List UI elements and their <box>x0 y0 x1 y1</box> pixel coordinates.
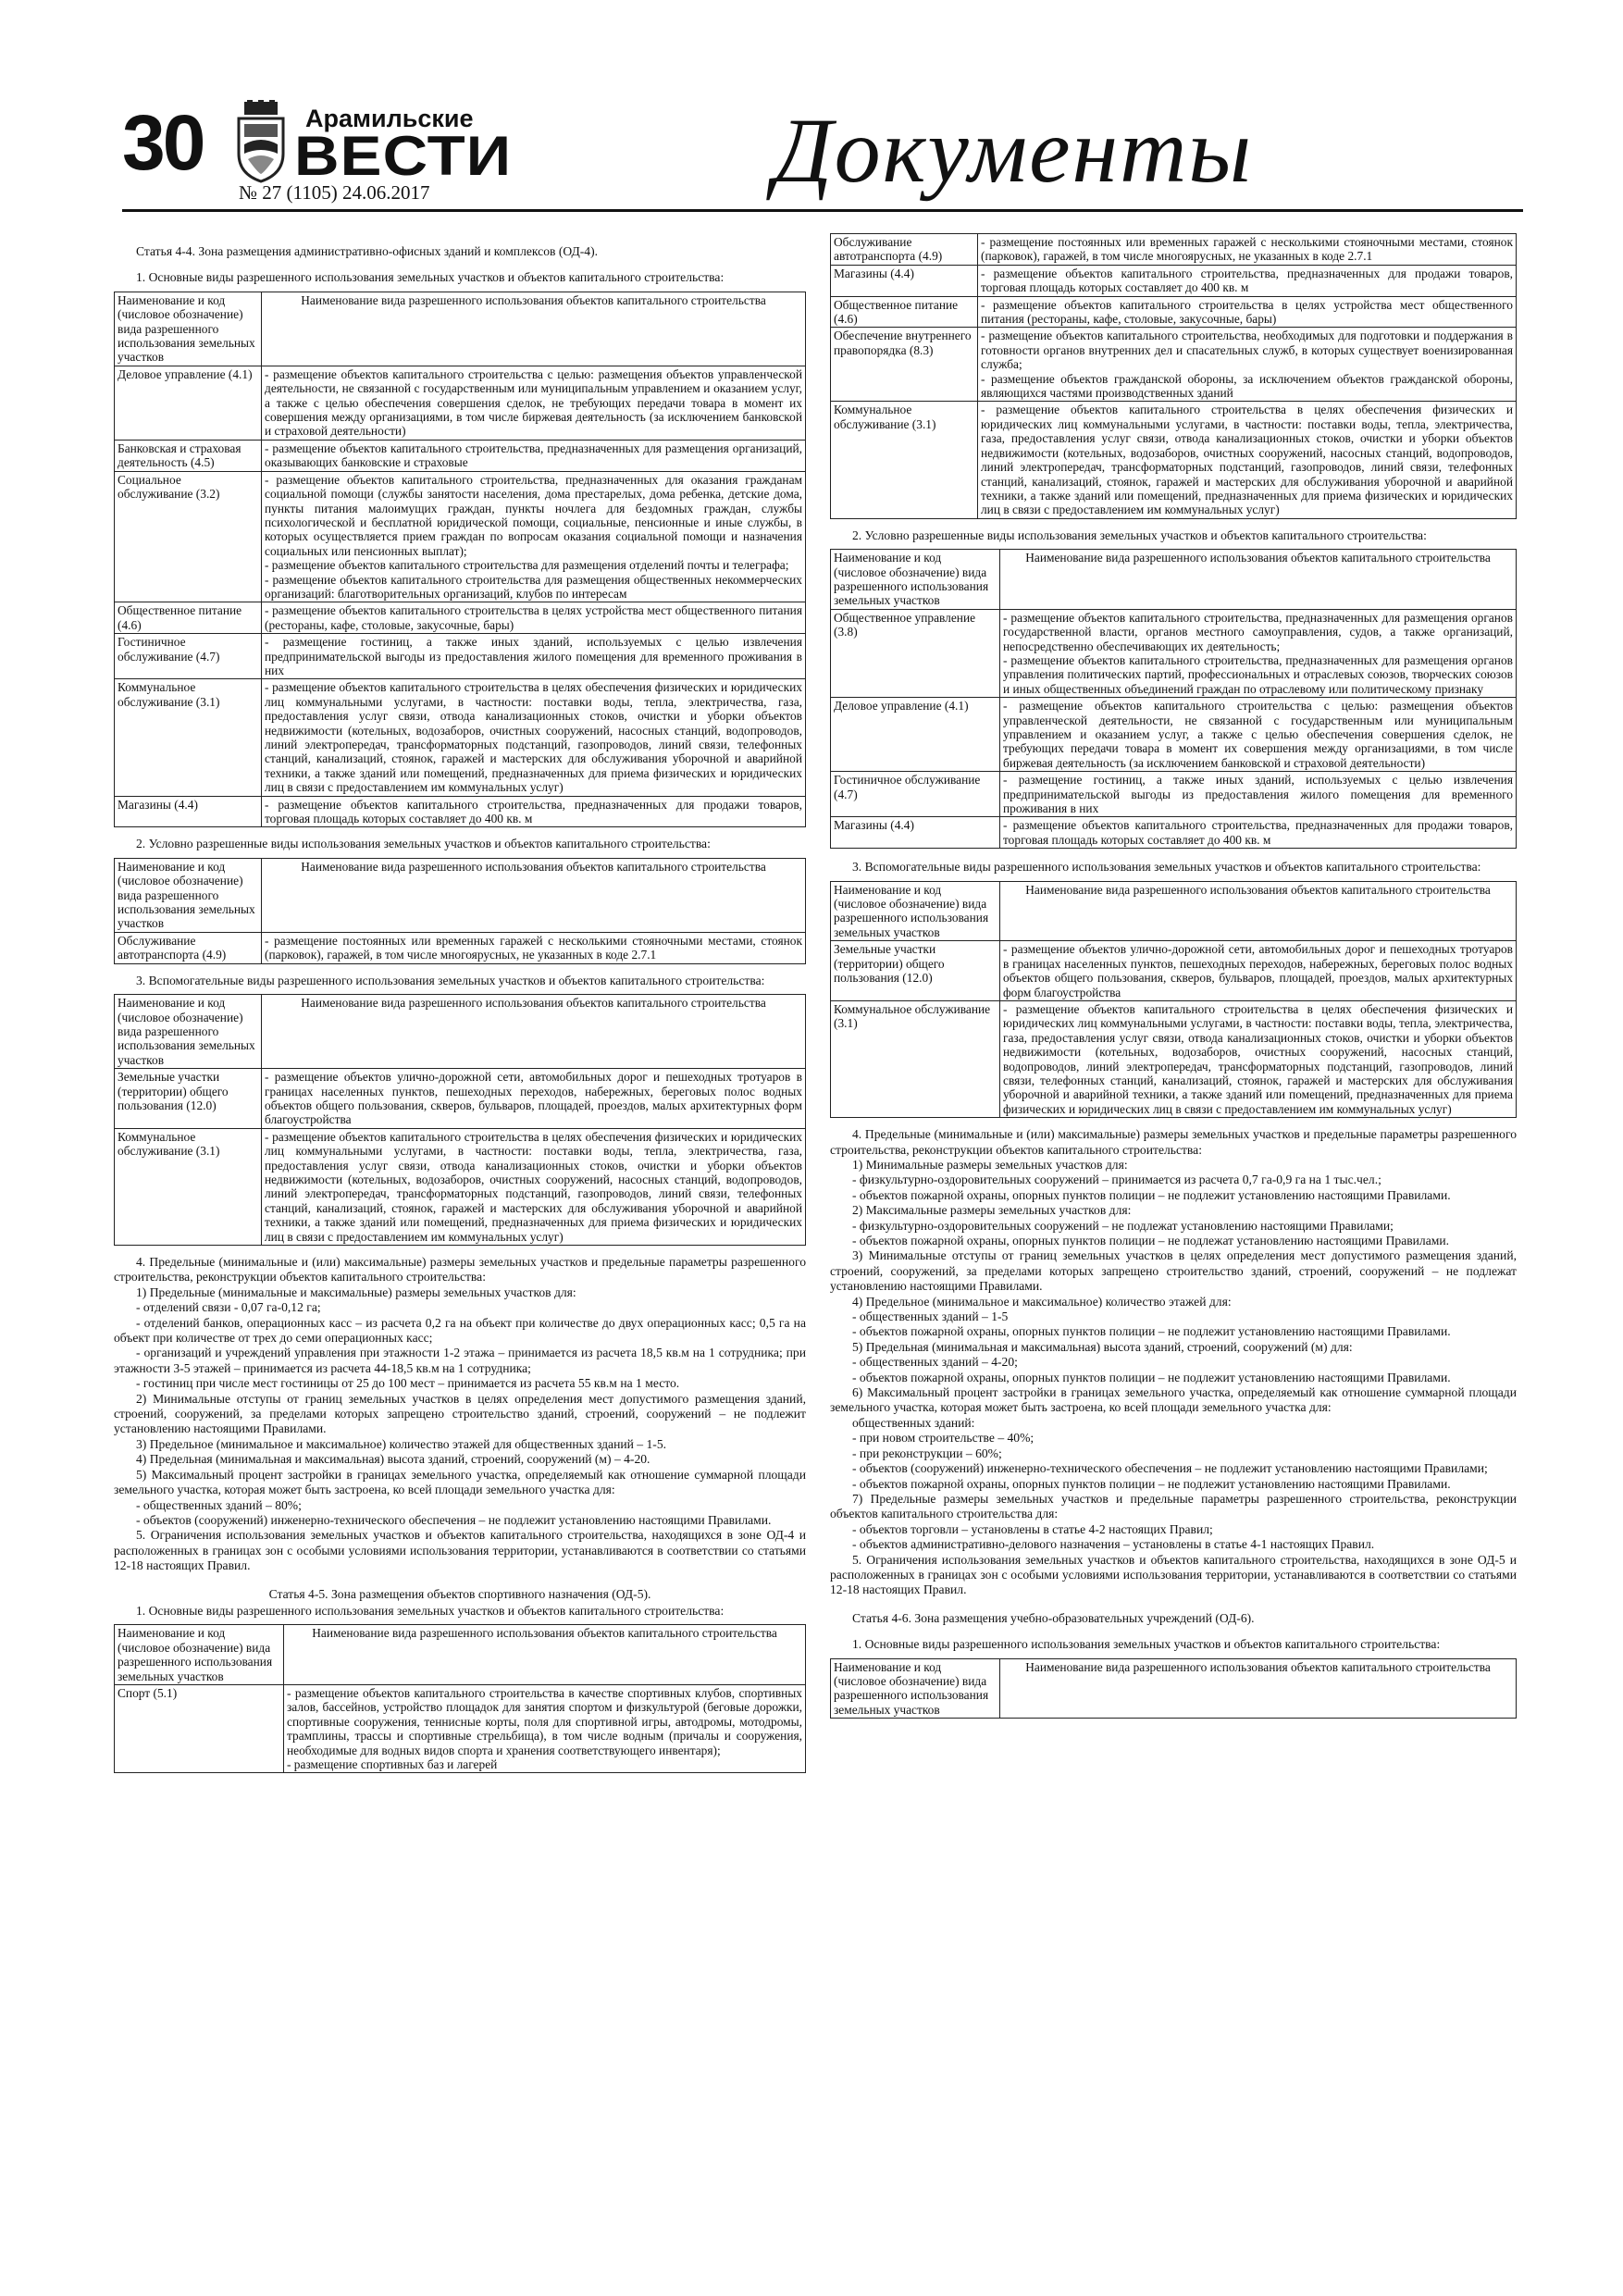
paragraph-line: - общественных зданий – 4-20; <box>852 1355 1018 1370</box>
table-row <box>831 296 1517 328</box>
header-cell-name: Наименование вида разрешенного использования объектов капитального строительства <box>262 995 806 1069</box>
use-type-cell: Коммунальное обслуживание (3.1) <box>831 402 978 518</box>
paragraph-line: 5. Ограничения использования земельных участков и объектов капитального строительства, находящихся в зоне ОД-4 и расположенных в границах зон с особыми условиями использования территории, устанавливаются в соответствии со статьями 12-18 настоящих Правил. <box>114 1528 806 1573</box>
paragraph-line: - объектов (сооружений) инженерно-технического обеспечения – не подлежит установлению настоящими Правилами; <box>852 1461 1488 1476</box>
use-description-cell: - размещение объектов капитального строительства, предназначенных для продажи товаров, торговая площадь которых составляет до 400 кв. м <box>1000 817 1517 849</box>
masthead-top: Арамильские <box>305 105 474 132</box>
table-row <box>115 679 806 796</box>
paragraph-line: 4) Предельное (минимальное и максимальное) количество этажей для: <box>852 1294 1232 1309</box>
table-row <box>831 817 1517 849</box>
table-row <box>115 366 806 440</box>
use-type-cell: Обслуживание автотранспорта (4.9) <box>831 234 978 266</box>
paragraph-line: - объектов (сооружений) инженерно-технического обеспечения – не подлежит установлению настоящими Правилами. <box>136 1512 772 1527</box>
use-description-cell: - размещение объектов капитального строительства, предназначенных для оказания гражданам социальной помощи (службы занятости населения, дома престарелых, дома ребенка, детские дома, пункты питания малоимущих граждан, пункты ночлега для бездомных граждан, службы психологической и бесплатной юридической помощи, социальные, пенсионные и иные службы, в которых осуществляется прием граждан по вопросам оказания социальной помощи и назначения социальных или пенсионных выплат); - размещение объектов капитального строительства для размещения отделений почты и телеграфа; - размещение объектов капитального строительства для размещения общественных некоммерческих организаций: благотворительных организаций, клубов по интересам <box>262 471 806 602</box>
use-type-cell: Спорт (5.1) <box>115 1684 284 1772</box>
paragraph-line: 3) Минимальные отступы от границ земельных участков в целях определения мест допустимого размещения зданий, строений, сооружений, за пределами которых запрещено строительство зданий, строений, сооружений – не подлежат установлению настоящими Правилами. <box>830 1248 1517 1294</box>
article-4-5-title: Статья 4-5. Зона размещения объектов спортивного назначения (ОД-5). <box>268 1586 651 1601</box>
header-cell-name: Наименование вида разрешенного использования объектов капитального строительства <box>262 858 806 932</box>
paragraph-line: - объектов пожарной охраны, опорных пунктов полиции – не подлежит установлению настоящими Правилами. <box>852 1476 1451 1491</box>
paragraph-line: - организаций и учреждений управления при этажности 1-2 этажа – принимается из расчета 18,5 кв.м на 1 сотрудника; при этажности 3-5 этажей – принимается из расчета 44-18,5 кв.м на 1 сотрудника; <box>114 1346 806 1375</box>
table-row <box>831 265 1517 296</box>
paragraph-line: - физкультурно-оздоровительных сооружений – не подлежат установлению настоящими Правилами; <box>852 1218 1394 1233</box>
left-p3-heading: 3. Вспомогательные виды разрешенного использования земельных участков и объектов капитального строительства: <box>136 973 765 987</box>
header-cell-code: Наименование и код (числовое обозначение) вида разрешенного использования земельных участков <box>115 292 262 366</box>
header-cell-code: Наименование и код (числовое обозначение) вида разрешенного использования земельных участков <box>831 1658 1000 1719</box>
page-number: 30 <box>122 99 204 186</box>
header-cell-name: Наименование вида разрешенного использования объектов капитального строительства <box>1000 550 1517 610</box>
paragraph-line: - объектов торговли – установлены в статье 4-2 настоящих Правил; <box>852 1521 1213 1536</box>
use-description-cell: - размещение объектов капитального строительства в целях устройства мест общественного питания (рестораны, кафе, столовые, закусочные, бары) <box>262 602 806 634</box>
table-header-row <box>831 550 1517 610</box>
town-crest-icon <box>237 100 285 183</box>
paragraph-line: - общественных зданий – 1-5 <box>852 1309 1009 1324</box>
table-row <box>115 440 806 471</box>
paragraph-line: общественных зданий: <box>852 1415 975 1430</box>
paragraph-line: - объектов административно-делового назначения – установлены в статье 4-1 настоящих Правил. <box>852 1537 1375 1552</box>
use-description-cell: - размещение объектов капитального строительства в целях обеспечения физических и юридических лиц коммунальными услугами, в частности: поставки воды, тепла, электричества, газа, предоставления услуг связи, отвода канализационных стоков, очистки и уборки объектов недвижимости (котельных, водозаборов, очистных сооружений, насосных станций, водопроводов, линий электропередач, трансформаторных подстанций, газопроводов, линий связи, телефонных станций, канализаций, стоянок, гаражей и мастерских для обслуживания уборочной и аварийной техники, а также зданий или помещений, предназначенных для приема физических и юридических лиц в связи с предоставлением им коммунальных услуг) <box>978 402 1517 518</box>
use-type-cell: Коммунальное обслуживание (3.1) <box>115 1128 262 1245</box>
paragraph-line: 4. Предельные (минимальные и (или) максимальные) размеры земельных участков и предельные параметры разрешенного строительства, реконструкции объектов капитального строительства: <box>830 1127 1517 1157</box>
use-description-cell: - размещение объектов капитального строительства в целях обеспечения физических и юридических лиц коммунальными услугами, в частности: поставки воды, тепла, электричества, газа, предоставления услуг связи, отвода канализационных стоков, очистки и уборки объектов недвижимости (котельных, водозаборов, очистных сооружений, насосных станций, водопроводов, линий электропередач, трансформаторных подстанций, газопроводов, линий связи, телефонных станций, канализаций, стоянок, гаражей и мастерских для обслуживания уборочной и аварийной техники, а также зданий или помещений, предназначенных для приема физических и юридических лиц в связи с предоставлением им коммунальных услуг) <box>262 1128 806 1245</box>
paragraph-line: - общественных зданий – 80%; <box>136 1497 302 1512</box>
right-column <box>830 233 1517 1728</box>
paragraph-line: 7) Предельные размеры земельных участков и предельные параметры разрешенного строительства, реконструкции объектов капитального строительства для: <box>830 1491 1517 1521</box>
table-header-row <box>115 995 806 1069</box>
use-type-cell: Коммунальное обслуживание (3.1) <box>115 679 262 796</box>
table-row <box>831 772 1517 817</box>
table-row <box>831 698 1517 772</box>
paragraph-line: 1) Предельные (минимальные и максимальные) размеры земельных участков для: <box>136 1285 576 1299</box>
use-description-cell: - размещение объектов капитального строительства, предназначенных для продажи товаров, торговая площадь которых составляет до 400 кв. м <box>262 796 806 827</box>
paragraph-line: - отделений банков, операционных касс – из расчета 0,2 га на объект при количестве до двух операционных касс; 0,5 га на объект при количестве от трех до семи операционных касс; <box>114 1315 806 1346</box>
right-p3-heading: 3. Вспомогательные виды разрешенного использования земельных участков и объектов капитального строительства: <box>852 860 1481 875</box>
header-cell-name: Наименование вида разрешенного использования объектов капитального строительства <box>1000 1658 1517 1719</box>
article-4-6-p1: 1. Основные виды разрешенного использования земельных участков и объектов капитального строительства: <box>852 1637 1441 1652</box>
use-type-cell: Банковская и страховая деятельность (4.5) <box>115 440 262 471</box>
table-row <box>115 471 806 602</box>
left-table-2 <box>114 858 806 964</box>
table-row <box>831 1000 1517 1117</box>
paragraph-line: 4. Предельные (минимальные и (или) максимальные) размеры земельных участков и предельные параметры разрешенного строительства, реконструкции объектов капитального строительства: <box>114 1255 806 1285</box>
right-section-4 <box>830 1127 1517 1598</box>
left-table-3 <box>114 994 806 1246</box>
header-cell-code: Наименование и код (числовое обозначение) вида разрешенного использования земельных участков <box>115 995 262 1069</box>
right-p2-heading: 2. Условно разрешенные виды использования земельных участков и объектов капитального строительства: <box>852 527 1427 542</box>
paragraph-line: 2) Максимальные размеры земельных участков для: <box>852 1203 1132 1218</box>
table-row <box>115 932 806 963</box>
table-row <box>831 402 1517 518</box>
use-type-cell: Земельные участки (территории) общего пользования (12.0) <box>831 941 1000 1001</box>
use-description-cell: - размещение постоянных или временных гаражей с несколькими стояночными местами, стоянок (парковок), гаражей, в том числе многоярусных, не указанных в коде 2.7.1 <box>978 234 1517 266</box>
use-description-cell: - размещение объектов капитального строительства с целью: размещения объектов управленческой деятельности, не связанной с государственным или муниципальным управлением и оказанием услуг, а также с целью обеспечения совершения сделок, не требующих передачи товара в момент их совершения между организациями, в том числе биржевая деятельность (за исключением банковской и страховой деятельности) <box>1000 698 1517 772</box>
use-description-cell: - размещение постоянных или временных гаражей с несколькими стояночными местами, стоянок (парковок), гаражей, в том числе многоярусных, не указанных в коде 2.7.1 <box>262 932 806 963</box>
use-type-cell: Гостиничное обслуживание (4.7) <box>831 772 1000 817</box>
paragraph-line: - объектов пожарной охраны, опорных пунктов полиции – не подлежит установлению настоящими Правилами. <box>852 1187 1451 1202</box>
use-description-cell: - размещение объектов капитального строительства, предназначенных для размещения органов государственной власти, органов местного самоуправления, судов, а также организаций, непосредственно обеспечивающих их деятельность; - размещение объектов капитального строительства, предназначенных для размещения органов управления политических партий, профессиональных и отраслевых союзов, творческих союзов и иных общественных объединений граждан по отраслевому или политическому признаку <box>1000 609 1517 697</box>
paragraph-line: - объектов пожарной охраны, опорных пунктов полиции – не подлежит установлению настоящими Правилами. <box>852 1370 1451 1384</box>
use-type-cell: Деловое управление (4.1) <box>115 366 262 440</box>
header-rule <box>122 209 1523 212</box>
use-description-cell: - размещение объектов капитального строительства, предназначенных для продажи товаров, торговая площадь которых составляет до 400 кв. м <box>978 265 1517 296</box>
paragraph-line: - физкультурно-оздоровительных сооружений – принимается из расчета 0,7 га-0,9 га на 1 тыс.чел.; <box>852 1173 1381 1187</box>
table-row <box>831 941 1517 1001</box>
left-column <box>114 237 806 1782</box>
header-cell-code: Наименование и код (числовое обозначение) вида разрешенного использования земельных участков <box>831 881 1000 941</box>
use-type-cell: Коммунальное обслуживание (3.1) <box>831 1000 1000 1117</box>
paragraph-line: 2) Минимальные отступы от границ земельных участков в целях определения мест допустимого размещения зданий, строений, сооружений, за пределами которых запрещено строительство зданий, строений, сооружений – не подлежит установлению настоящими Правилами. <box>114 1391 806 1436</box>
use-type-cell: Гостиничное обслуживание (4.7) <box>115 634 262 679</box>
right-table-2 <box>830 549 1517 849</box>
paragraph-line: - при реконструкции – 60%; <box>852 1446 1002 1460</box>
table-row <box>115 1128 806 1245</box>
use-type-cell: Магазины (4.4) <box>831 265 978 296</box>
table-row <box>831 328 1517 402</box>
table-header-row <box>115 1625 806 1685</box>
use-type-cell: Обслуживание автотранспорта (4.9) <box>115 932 262 963</box>
use-type-cell: Земельные участки (территории) общего пользования (12.0) <box>115 1069 262 1129</box>
use-type-cell: Социальное обслуживание (3.2) <box>115 471 262 602</box>
section-title: Документы <box>774 99 1254 202</box>
left-table-4 <box>114 1624 806 1773</box>
table-row <box>115 602 806 634</box>
table-row <box>115 796 806 827</box>
use-type-cell: Деловое управление (4.1) <box>831 698 1000 772</box>
paragraph-line: - отделений связи - 0,07 га-0,12 га; <box>136 1300 321 1315</box>
paragraph-line: - гостиниц при числе мест гостиницы от 25 до 100 мест – принимается из расчета 55 кв.м на 1 место. <box>136 1376 680 1391</box>
paragraph-line: 3) Предельное (минимальное и максимальное) количество этажей для общественных зданий – 1-5. <box>136 1436 667 1451</box>
table-row <box>115 1684 806 1772</box>
header-cell-code: Наименование и код (числовое обозначение) вида разрешенного использования земельных участков <box>831 550 1000 610</box>
table-row <box>831 234 1517 266</box>
use-type-cell: Общественное питание (4.6) <box>831 296 978 328</box>
right-table-1 <box>830 233 1517 519</box>
table-row <box>115 1069 806 1129</box>
table-header-row <box>115 858 806 932</box>
header-cell-code: Наименование и код (числовое обозначение) вида разрешенного использования земельных участков <box>115 1625 284 1685</box>
use-type-cell: Обеспечение внутреннего правопорядка (8.3) <box>831 328 978 402</box>
left-section-4 <box>114 1255 806 1574</box>
use-description-cell: - размещение объектов капитального строительства в целях устройства мест общественного питания (рестораны, кафе, столовые, закусочные, бары) <box>978 296 1517 328</box>
table-header-row <box>831 1658 1517 1719</box>
header-cell-name: Наименование вида разрешенного использования объектов капитального строительства <box>1000 881 1517 941</box>
right-table-3 <box>830 881 1517 1119</box>
use-description-cell: - размещение объектов капитального строительства в целях обеспечения физических и юридических лиц коммунальными услугами, в частности: поставки воды, тепла, электричества, газа, предоставления услуг связи, отвода канализационных стоков, очистки и уборки объектов недвижимости (котельных, водозаборов, очистных сооружений, насосных станций, водопроводов, линий электропередач, трансформаторных подстанций, газопроводов, линий связи, телефонных станций, канализаций, стоянок, гаражей и мастерских для обслуживания уборочной и аварийной техники, а также зданий или помещений, предназначенных для приема физических и юридических лиц в связи с предоставлением им коммунальных услуг) <box>1000 1000 1517 1117</box>
paragraph-line: 1) Минимальные размеры земельных участков для: <box>852 1157 1128 1172</box>
header-cell-name: Наименование вида разрешенного использования объектов капитального строительства <box>284 1625 806 1685</box>
table-header-row <box>115 292 806 366</box>
right-table-4 <box>830 1658 1517 1719</box>
masthead-title: ВЕСТИ <box>294 125 513 187</box>
use-description-cell: - размещение объектов капитального строительства с целью: размещения объектов управленческой деятельности, не связанной с государственным или муниципальным управлением и оказанием услуг, а также с целью обеспечения совершения сделок, не требующих передачи товара в момент их совершения между организациями, в том числе биржевая деятельность (за исключением банковской и страховой деятельности) <box>262 366 806 440</box>
use-description-cell: - размещение объектов капитального строительства, предназначенных для размещения организаций, оказывающих банковские и страховые <box>262 440 806 471</box>
use-description-cell: - размещение гостиниц, а также иных зданий, используемых с целью извлечения предпринимательской выгоды из предоставления жилого помещения для временного проживания в них <box>1000 772 1517 817</box>
table-row <box>831 609 1517 697</box>
header-cell-code: Наименование и код (числовое обозначение) вида разрешенного использования земельных участков <box>115 858 262 932</box>
article-4-4-title: Статья 4-4. Зона размещения административно-офисных зданий и комплексов (ОД-4). <box>136 244 599 258</box>
use-description-cell: - размещение объектов улично-дорожной сети, автомобильных дорог и пешеходных тротуаров в границах населенных пунктов, пешеходных переходов, набережных, береговых полос водных объектов общего пользования, скверов, бульваров, площадей, проездов, малых архитектурных форм благоустройства <box>1000 941 1517 1001</box>
article-4-6-title: Статья 4-6. Зона размещения учебно-образовательных учреждений (ОД-6). <box>852 1610 1255 1625</box>
use-description-cell: - размещение объектов капитального строительства в целях обеспечения физических и юридических лиц коммунальными услугами, в частности: поставки воды, тепла, электричества, газа, предоставления услуг связи, отвода канализационных стоков, очистки и уборки объектов недвижимости (котельных, водозаборов, очистных сооружений, насосных станций, водопроводов, линий электропередач, трансформаторных подстанций, газопроводов, линий связи, телефонных станций, канализаций, стоянок, гаражей и мастерских для обслуживания уборочной и аварийной техники, а также зданий или помещений, предназначенных для приема физических и юридических лиц в связи с предоставлением им коммунальных услуг) <box>262 679 806 796</box>
paragraph-line: 5. Ограничения использования земельных участков и объектов капитального строительства, находящихся в зоне ОД-5 и расположенных в границах зон с особыми условиями использования территории, устанавливаются в соответствии со статьями 12-18 настоящих Правил. <box>830 1552 1517 1597</box>
table-header-row <box>831 881 1517 941</box>
paragraph-line: 5) Максимальный процент застройки в границах земельного участка, определяемый как отношение суммарной площади земельного участка, которая может быть застроена, ко всей площади земельного участка для: <box>114 1467 806 1497</box>
use-type-cell: Общественное питание (4.6) <box>115 602 262 634</box>
paragraph-line: - при новом строительстве – 40%; <box>852 1431 1035 1446</box>
left-p1-heading: 1. Основные виды разрешенного использования земельных участков и объектов капитального строительства: <box>136 270 725 285</box>
article-4-5-p1: 1. Основные виды разрешенного использования земельных участков и объектов капитального строительства: <box>136 1603 725 1618</box>
paragraph-line: - объектов пожарной охраны, опорных пунктов полиции – не подлежит установлению настоящими Правилами. <box>852 1324 1451 1339</box>
issue-number: № 27 (1105) 24.06.2017 <box>239 181 430 204</box>
paragraph-line: - объектов пожарной охраны, опорных пунктов полиции – не подлежат установлению настоящими Правилами. <box>852 1234 1450 1247</box>
left-p2-heading: 2. Условно разрешенные виды использования земельных участков и объектов капитального строительства: <box>136 837 711 851</box>
paragraph-line: 4) Предельная (минимальная и максимальная) высота зданий, строений, сооружений (м) – 4-20. <box>136 1452 650 1467</box>
table-row <box>115 634 806 679</box>
use-type-cell: Общественное управление (3.8) <box>831 609 1000 697</box>
paragraph-line: 5) Предельная (минимальная и максимальная) высота зданий, строений, сооружений (м) для: <box>852 1339 1353 1354</box>
use-type-cell: Магазины (4.4) <box>115 796 262 827</box>
use-description-cell: - размещение гостиниц, а также иных зданий, используемых с целью извлечения предпринимательской выгоды из предоставления жилого помещения для временного проживания в них <box>262 634 806 679</box>
use-description-cell: - размещение объектов улично-дорожной сети, автомобильных дорог и пешеходных тротуаров в границах населенных пунктов, пешеходных переходов, набережных, береговых полос водных объектов общего пользования, скверов, бульваров, площадей, проездов, малых архитектурных форм благоустройства <box>262 1069 806 1129</box>
left-table-1 <box>114 292 806 828</box>
use-type-cell: Магазины (4.4) <box>831 817 1000 849</box>
use-description-cell: - размещение объектов капитального строительства, необходимых для подготовки и поддержания в готовности органов внутренних дел и спасательных служб, в которых существует военизированная служба; - размещение объектов гражданской обороны, за исключением объектов гражданской обороны, являющихся частями производственных зданий <box>978 328 1517 402</box>
use-description-cell: - размещение объектов капитального строительства в качестве спортивных клубов, спортивных залов, бассейнов, устройство площадок для занятия спортом и физкультурой (беговые дорожки, спортивные сооружения, теннисные корты, поля для спортивной игры, автодромы, мотодромы, трамплины, трассы и спортивные стрельбища), в том числе водным (причалы и сооружения, необходимые для водных видов спорта и хранения соответствующего инвентаря); - размещение спортивных баз и лагерей <box>284 1684 806 1772</box>
paragraph-line: 6) Максимальный процент застройки в границах земельного участка, определяемый как отношение суммарной площади земельного участка, которая может быть застроена, ко всей площади земельного участка для: <box>830 1385 1517 1415</box>
header-cell-name: Наименование вида разрешенного использования объектов капитального строительства <box>262 292 806 366</box>
